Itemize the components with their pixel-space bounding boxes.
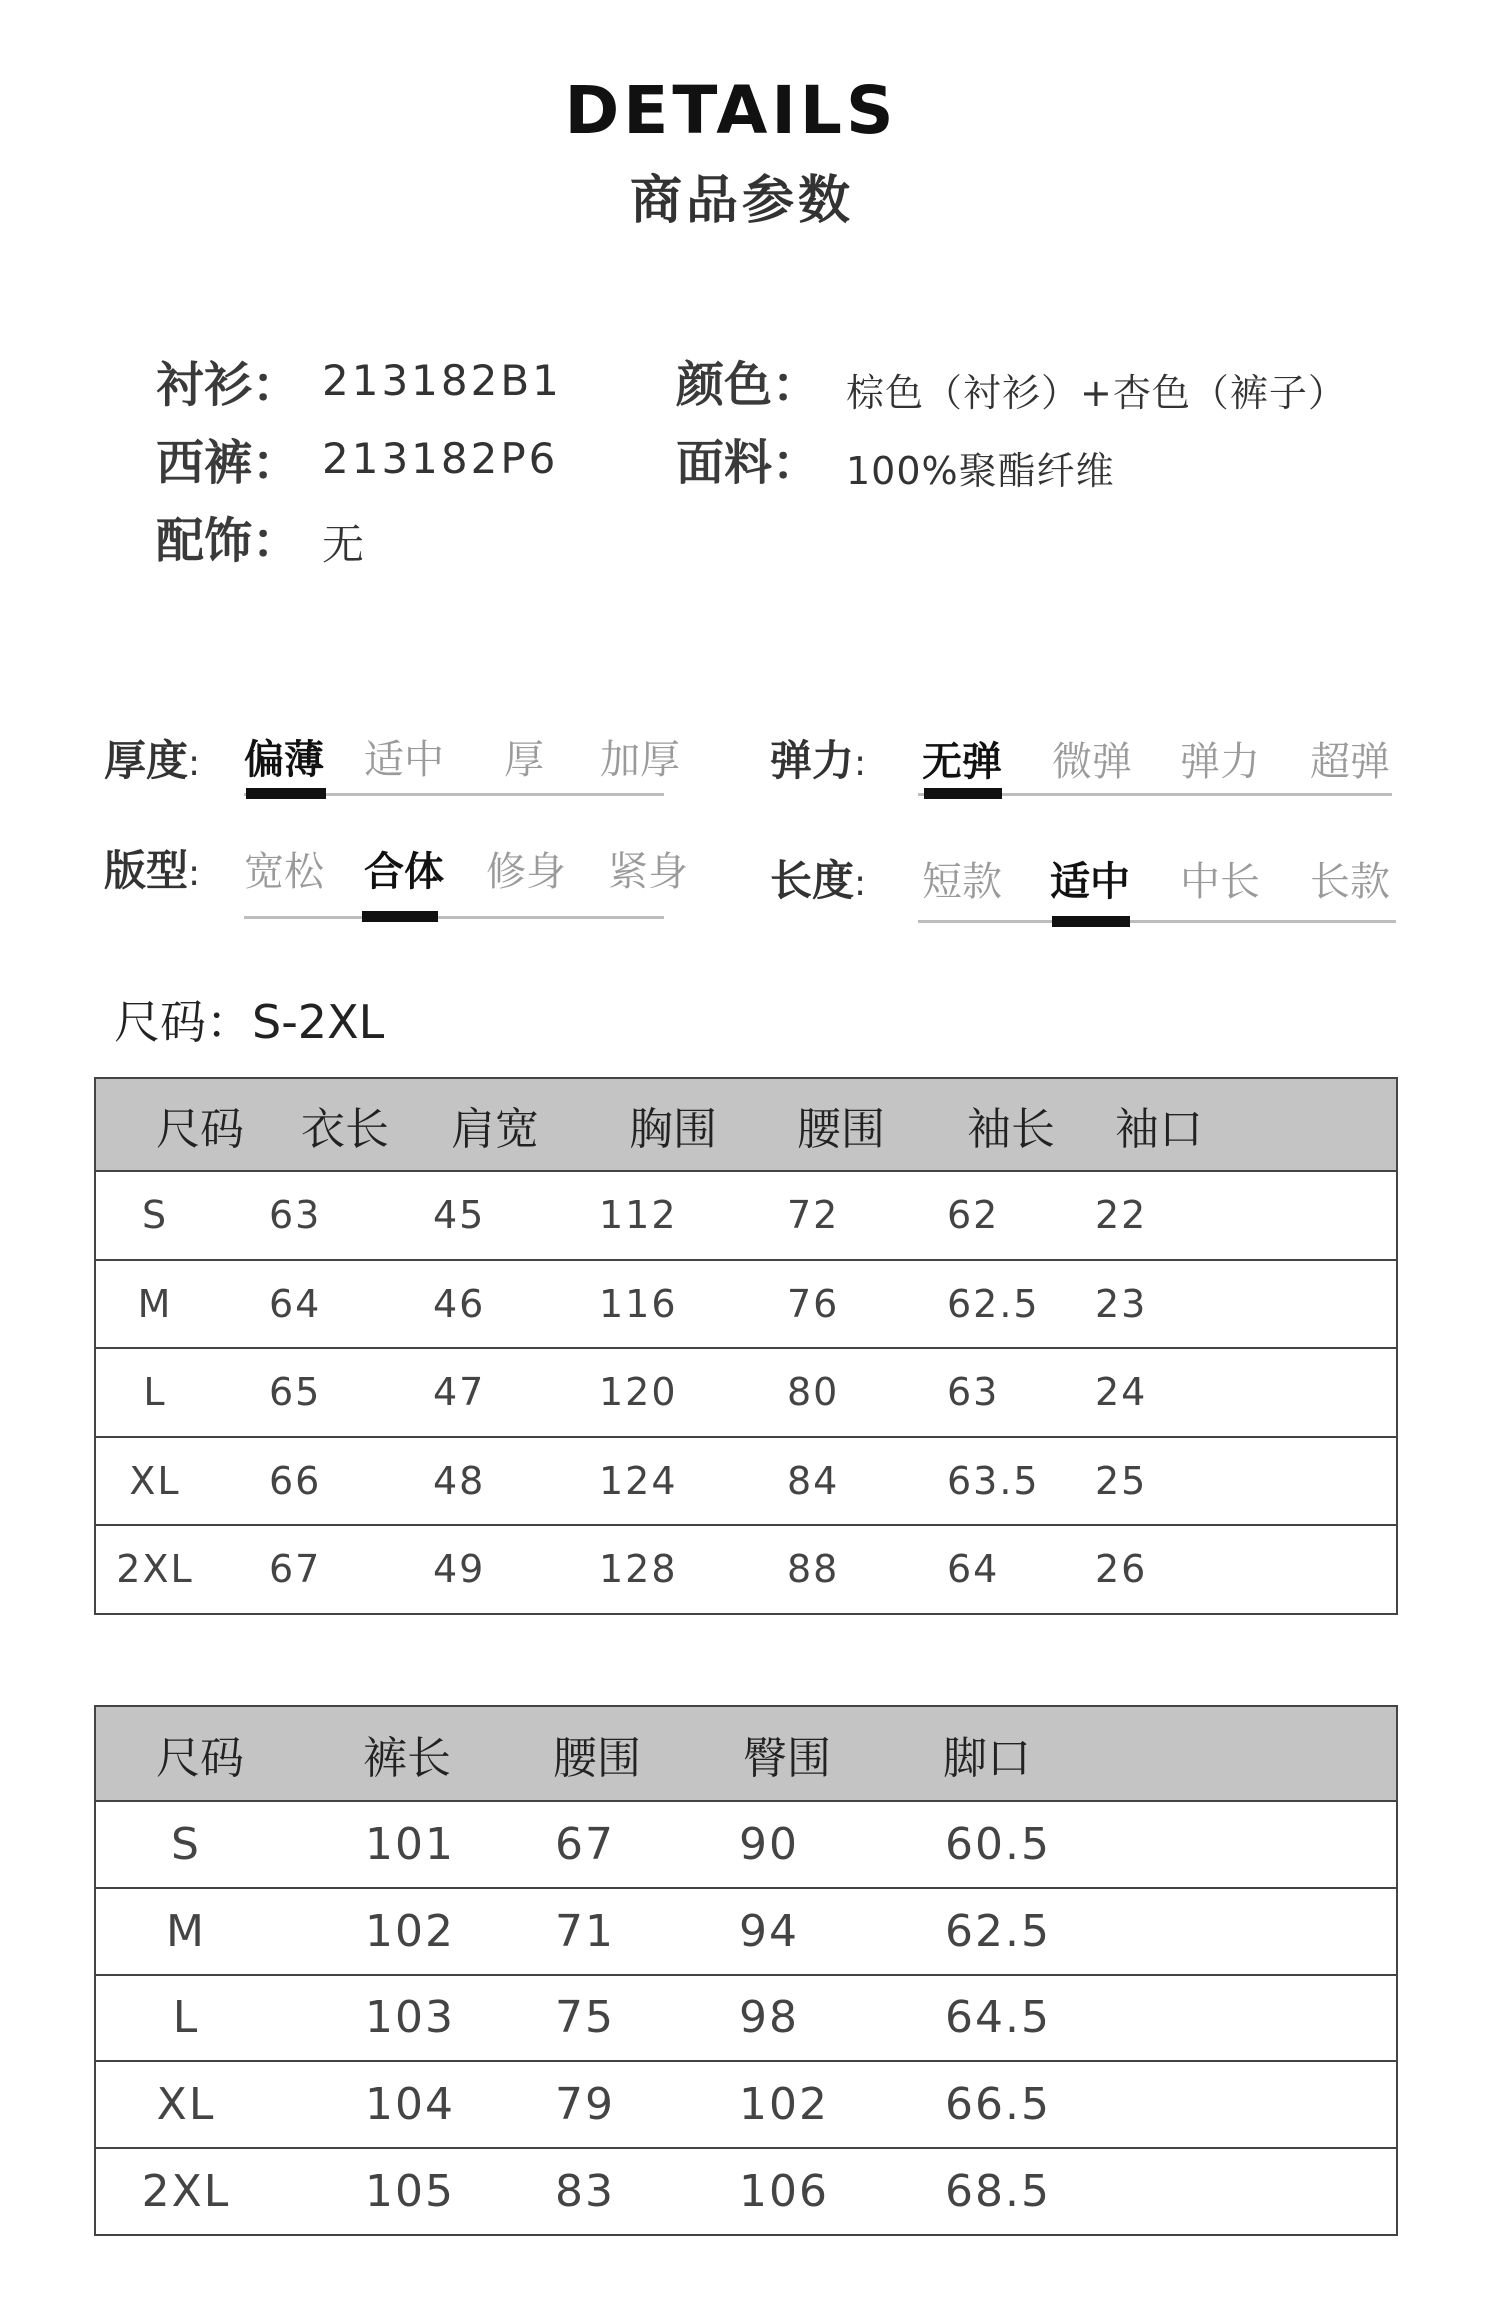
elasticity-selected-marker xyxy=(924,788,1002,799)
fit-label: 版型: xyxy=(104,846,201,895)
pants-table-row xyxy=(95,2148,1397,2235)
fabric-label: 面料： xyxy=(676,435,821,491)
thickness-option-extra-thick: 加厚 xyxy=(600,737,680,783)
elasticity-option-slight: 微弹 xyxy=(1052,739,1132,785)
pants-cell: XL xyxy=(156,2079,216,2131)
shirt-cell: 63 xyxy=(947,1370,1000,1415)
shirt-cell: 48 xyxy=(433,1458,486,1503)
pants-header-length: 裤长 xyxy=(363,1732,451,1784)
shirt-cell: 2XL xyxy=(116,1547,194,1592)
pants-header-waist: 腰围 xyxy=(553,1732,641,1784)
pants-cell: 103 xyxy=(365,1992,455,2044)
shirt-cell: 24 xyxy=(1095,1370,1148,1415)
shirt-cell: 63.5 xyxy=(947,1458,1040,1503)
shirt-cell: 22 xyxy=(1095,1193,1148,1238)
shirt-cell: 112 xyxy=(599,1193,678,1238)
color-value: 棕色（衬衫）+杏色（裤子） xyxy=(846,371,1347,415)
shirt-table-row xyxy=(95,1525,1397,1614)
length-option-long: 长款 xyxy=(1310,859,1390,905)
shirt-cell: L xyxy=(143,1370,167,1415)
fabric-value: 100%聚酯纤维 xyxy=(846,449,1115,493)
fit-option-slim: 修身 xyxy=(486,849,566,895)
shirt-cell: 84 xyxy=(787,1458,840,1503)
fit-selected-marker xyxy=(362,911,438,922)
length-option-medium: 适中 xyxy=(1050,859,1130,905)
shirt-value: 213182B1 xyxy=(322,356,562,405)
shirt-header-waist: 腰围 xyxy=(797,1103,885,1155)
shirt-table-row xyxy=(95,1260,1397,1349)
pants-header-size: 尺码 xyxy=(156,1732,244,1784)
shirt-cell: 76 xyxy=(787,1281,840,1326)
pants-cell: L xyxy=(172,1992,200,2044)
shirt-header-sleeve: 袖长 xyxy=(967,1103,1055,1155)
shirt-header-size: 尺码 xyxy=(156,1103,244,1155)
elasticity-option-elastic: 弹力 xyxy=(1180,739,1260,785)
pants-cell: 104 xyxy=(365,2079,455,2131)
pants-cell: 66.5 xyxy=(945,2079,1051,2131)
pants-table-header-row xyxy=(95,1706,1397,1801)
pants-size-table xyxy=(94,1705,1398,2236)
shirt-table-row xyxy=(95,1171,1397,1260)
pants-cell: 83 xyxy=(555,2166,615,2218)
pants-table-row xyxy=(95,1888,1397,1975)
pants-cell: 102 xyxy=(739,2079,829,2131)
pants-cell: 75 xyxy=(555,1992,615,2044)
shirt-cell: 120 xyxy=(599,1370,678,1415)
elasticity-option-super: 超弹 xyxy=(1310,739,1390,785)
accessory-value: 无 xyxy=(322,520,368,569)
fit-option-loose: 宽松 xyxy=(244,849,324,895)
shirt-cell: 45 xyxy=(433,1193,486,1238)
length-option-mid-long: 中长 xyxy=(1180,859,1260,905)
shirt-header-shoulder: 肩宽 xyxy=(451,1103,539,1155)
pants-cell: 67 xyxy=(555,1818,615,1870)
shirt-label: 衬衫： xyxy=(156,357,301,413)
pants-header-hem: 脚口 xyxy=(943,1732,1031,1784)
shirt-table-row xyxy=(95,1348,1397,1437)
fit-scale-line xyxy=(244,916,664,919)
pants-cell: 98 xyxy=(739,1992,799,2044)
pants-cell: 60.5 xyxy=(945,1818,1051,1870)
pants-cell: 102 xyxy=(365,1905,455,1957)
size-range-label: 尺码：S-2XL xyxy=(114,995,385,1049)
thickness-option-medium: 适中 xyxy=(364,737,444,783)
shirt-cell: 80 xyxy=(787,1370,840,1415)
pants-cell: 105 xyxy=(365,2166,455,2218)
length-option-short: 短款 xyxy=(922,859,1002,905)
color-label: 颜色： xyxy=(676,357,821,413)
thickness-option-thick: 厚 xyxy=(504,737,544,783)
page-title-en: DETAILS xyxy=(564,72,898,149)
shirt-cell: 65 xyxy=(269,1370,322,1415)
pants-cell: 68.5 xyxy=(945,2166,1051,2218)
shirt-cell: XL xyxy=(129,1458,181,1503)
pants-cell: 62.5 xyxy=(945,1905,1051,1957)
pants-cell: 79 xyxy=(555,2079,615,2131)
pants-value: 213182P6 xyxy=(322,434,559,483)
shirt-size-table xyxy=(94,1077,1398,1615)
shirt-cell: 67 xyxy=(269,1547,322,1592)
shirt-cell: 49 xyxy=(433,1547,486,1592)
pants-cell: S xyxy=(171,1818,201,1870)
accessory-label: 配饰： xyxy=(156,513,301,569)
fit-option-regular: 合体 xyxy=(364,849,444,895)
pants-cell: 90 xyxy=(739,1818,799,1870)
fit-option-tight: 紧身 xyxy=(608,849,688,895)
thickness-selected-marker xyxy=(246,788,326,799)
shirt-header-chest: 胸围 xyxy=(629,1103,717,1155)
pants-table-row xyxy=(95,1975,1397,2062)
elasticity-option-none: 无弹 xyxy=(922,739,1002,785)
shirt-cell: 62 xyxy=(947,1193,1000,1238)
shirt-cell: 46 xyxy=(433,1281,486,1326)
shirt-cell: 124 xyxy=(599,1458,678,1503)
pants-cell: 94 xyxy=(739,1905,799,1957)
shirt-cell: 72 xyxy=(787,1193,840,1238)
pants-table-row xyxy=(95,2061,1397,2148)
pants-header-hip: 臀围 xyxy=(743,1732,831,1784)
pants-cell: 71 xyxy=(555,1905,615,1957)
shirt-header-cuff: 袖口 xyxy=(1115,1103,1203,1155)
shirt-cell: 23 xyxy=(1095,1281,1148,1326)
length-selected-marker xyxy=(1052,916,1130,927)
shirt-cell: 26 xyxy=(1095,1547,1148,1592)
shirt-cell: 63 xyxy=(269,1193,322,1238)
shirt-cell: M xyxy=(137,1281,173,1326)
shirt-cell: 116 xyxy=(599,1281,678,1326)
shirt-table-header-row xyxy=(95,1078,1397,1171)
shirt-cell: 66 xyxy=(269,1458,322,1503)
shirt-cell: 128 xyxy=(599,1547,678,1592)
shirt-cell: 62.5 xyxy=(947,1281,1040,1326)
pants-cell: M xyxy=(166,1905,206,1957)
pants-cell: 64.5 xyxy=(945,1992,1051,2044)
shirt-cell: 47 xyxy=(433,1370,486,1415)
shirt-table-row xyxy=(95,1437,1397,1526)
shirt-cell: 25 xyxy=(1095,1458,1148,1503)
pants-cell: 101 xyxy=(365,1818,455,1870)
shirt-header-length: 衣长 xyxy=(301,1103,389,1155)
shirt-cell: 64 xyxy=(269,1281,322,1326)
shirt-cell: 64 xyxy=(947,1547,1000,1592)
length-scale-line xyxy=(918,920,1396,923)
shirt-cell: S xyxy=(141,1193,169,1238)
thickness-option-thin: 偏薄 xyxy=(244,737,324,783)
page-title-cn: 商品参数 xyxy=(629,171,854,231)
thickness-label: 厚度: xyxy=(104,736,201,785)
elasticity-label: 弹力: xyxy=(770,736,867,785)
pants-table-row xyxy=(95,1801,1397,1888)
shirt-cell: 88 xyxy=(787,1547,840,1592)
pants-cell: 2XL xyxy=(141,2166,231,2218)
pants-label: 西裤： xyxy=(156,435,301,491)
length-label: 长度: xyxy=(770,856,867,905)
pants-cell: 106 xyxy=(739,2166,829,2218)
